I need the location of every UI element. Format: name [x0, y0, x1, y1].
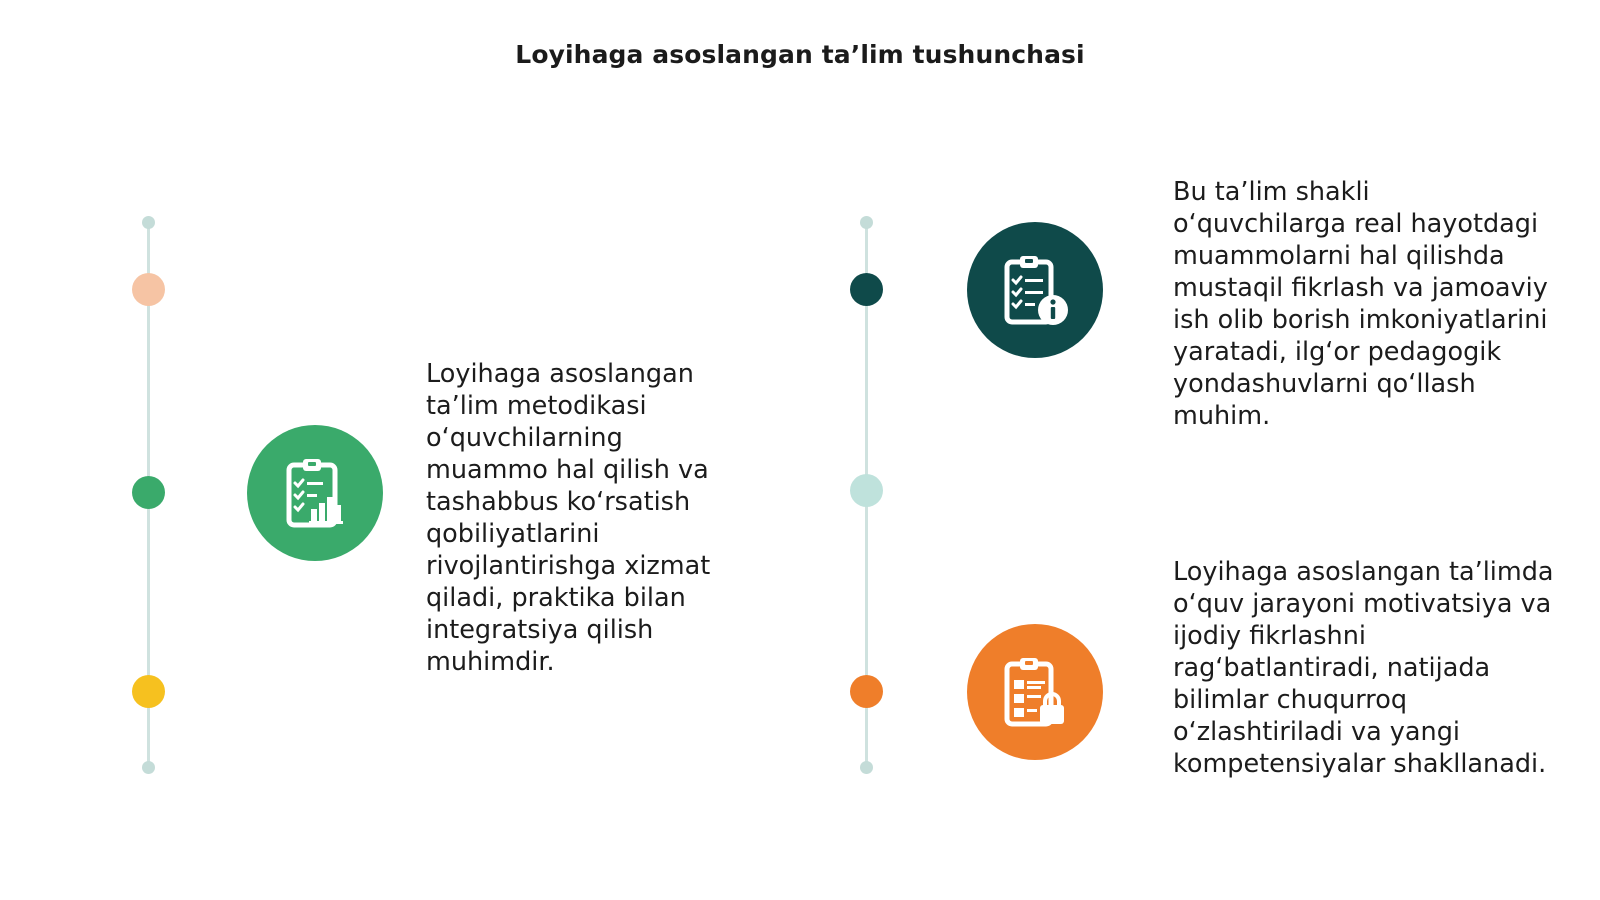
- block-2-description: Bu ta’lim shakli o‘quvchilarga real hayotdagi muammolarni hal qilishda mustaqil fikrlash va jamoaviy ish olib borish imkoniyatlarini yaratadi, ilg‘or pedagogik yondashuvlarni qo‘llash muhim.: [1173, 177, 1548, 431]
- right-timeline-top-endpoint: [860, 216, 873, 229]
- right-timeline-bottom-endpoint: [860, 761, 873, 774]
- left-timeline-top-endpoint: [142, 216, 155, 229]
- left-timeline-yellow-marker: [132, 675, 165, 708]
- left-timeline-peach-marker: [132, 273, 165, 306]
- right-timeline-mint-marker: [850, 474, 883, 507]
- clipboard-info-icon: [967, 222, 1103, 358]
- left-timeline-bottom-endpoint: [142, 761, 155, 774]
- clipboard-lock-icon: [967, 624, 1103, 760]
- block-3-description: Loyihaga asoslangan ta’limda o‘quv jarayoni motivatsiya va ijodiy fikrlashni rag‘batlantiradi, natijada bilimlar chuqurroq o‘zlashtiriladi va yangi kompetensiyalar shakllanadi.: [1173, 557, 1554, 779]
- page-title: Loyihaga asoslangan ta’lim tushunchasi: [515, 40, 1085, 69]
- block-1-description: Loyihaga asoslangan ta’lim metodikasi o‘quvchilarning muammo hal qilish va tashabbus ko‘rsatish qobiliyatlarini rivojlantirishga xizmat qiladi, praktika bilan integratsiya qilish muhimdir.: [426, 359, 711, 677]
- clipboard-chart-icon: [247, 425, 383, 561]
- right-timeline-orange-marker: [850, 675, 883, 708]
- left-timeline-green-marker: [132, 476, 165, 509]
- right-timeline-dark-teal-marker: [850, 273, 883, 306]
